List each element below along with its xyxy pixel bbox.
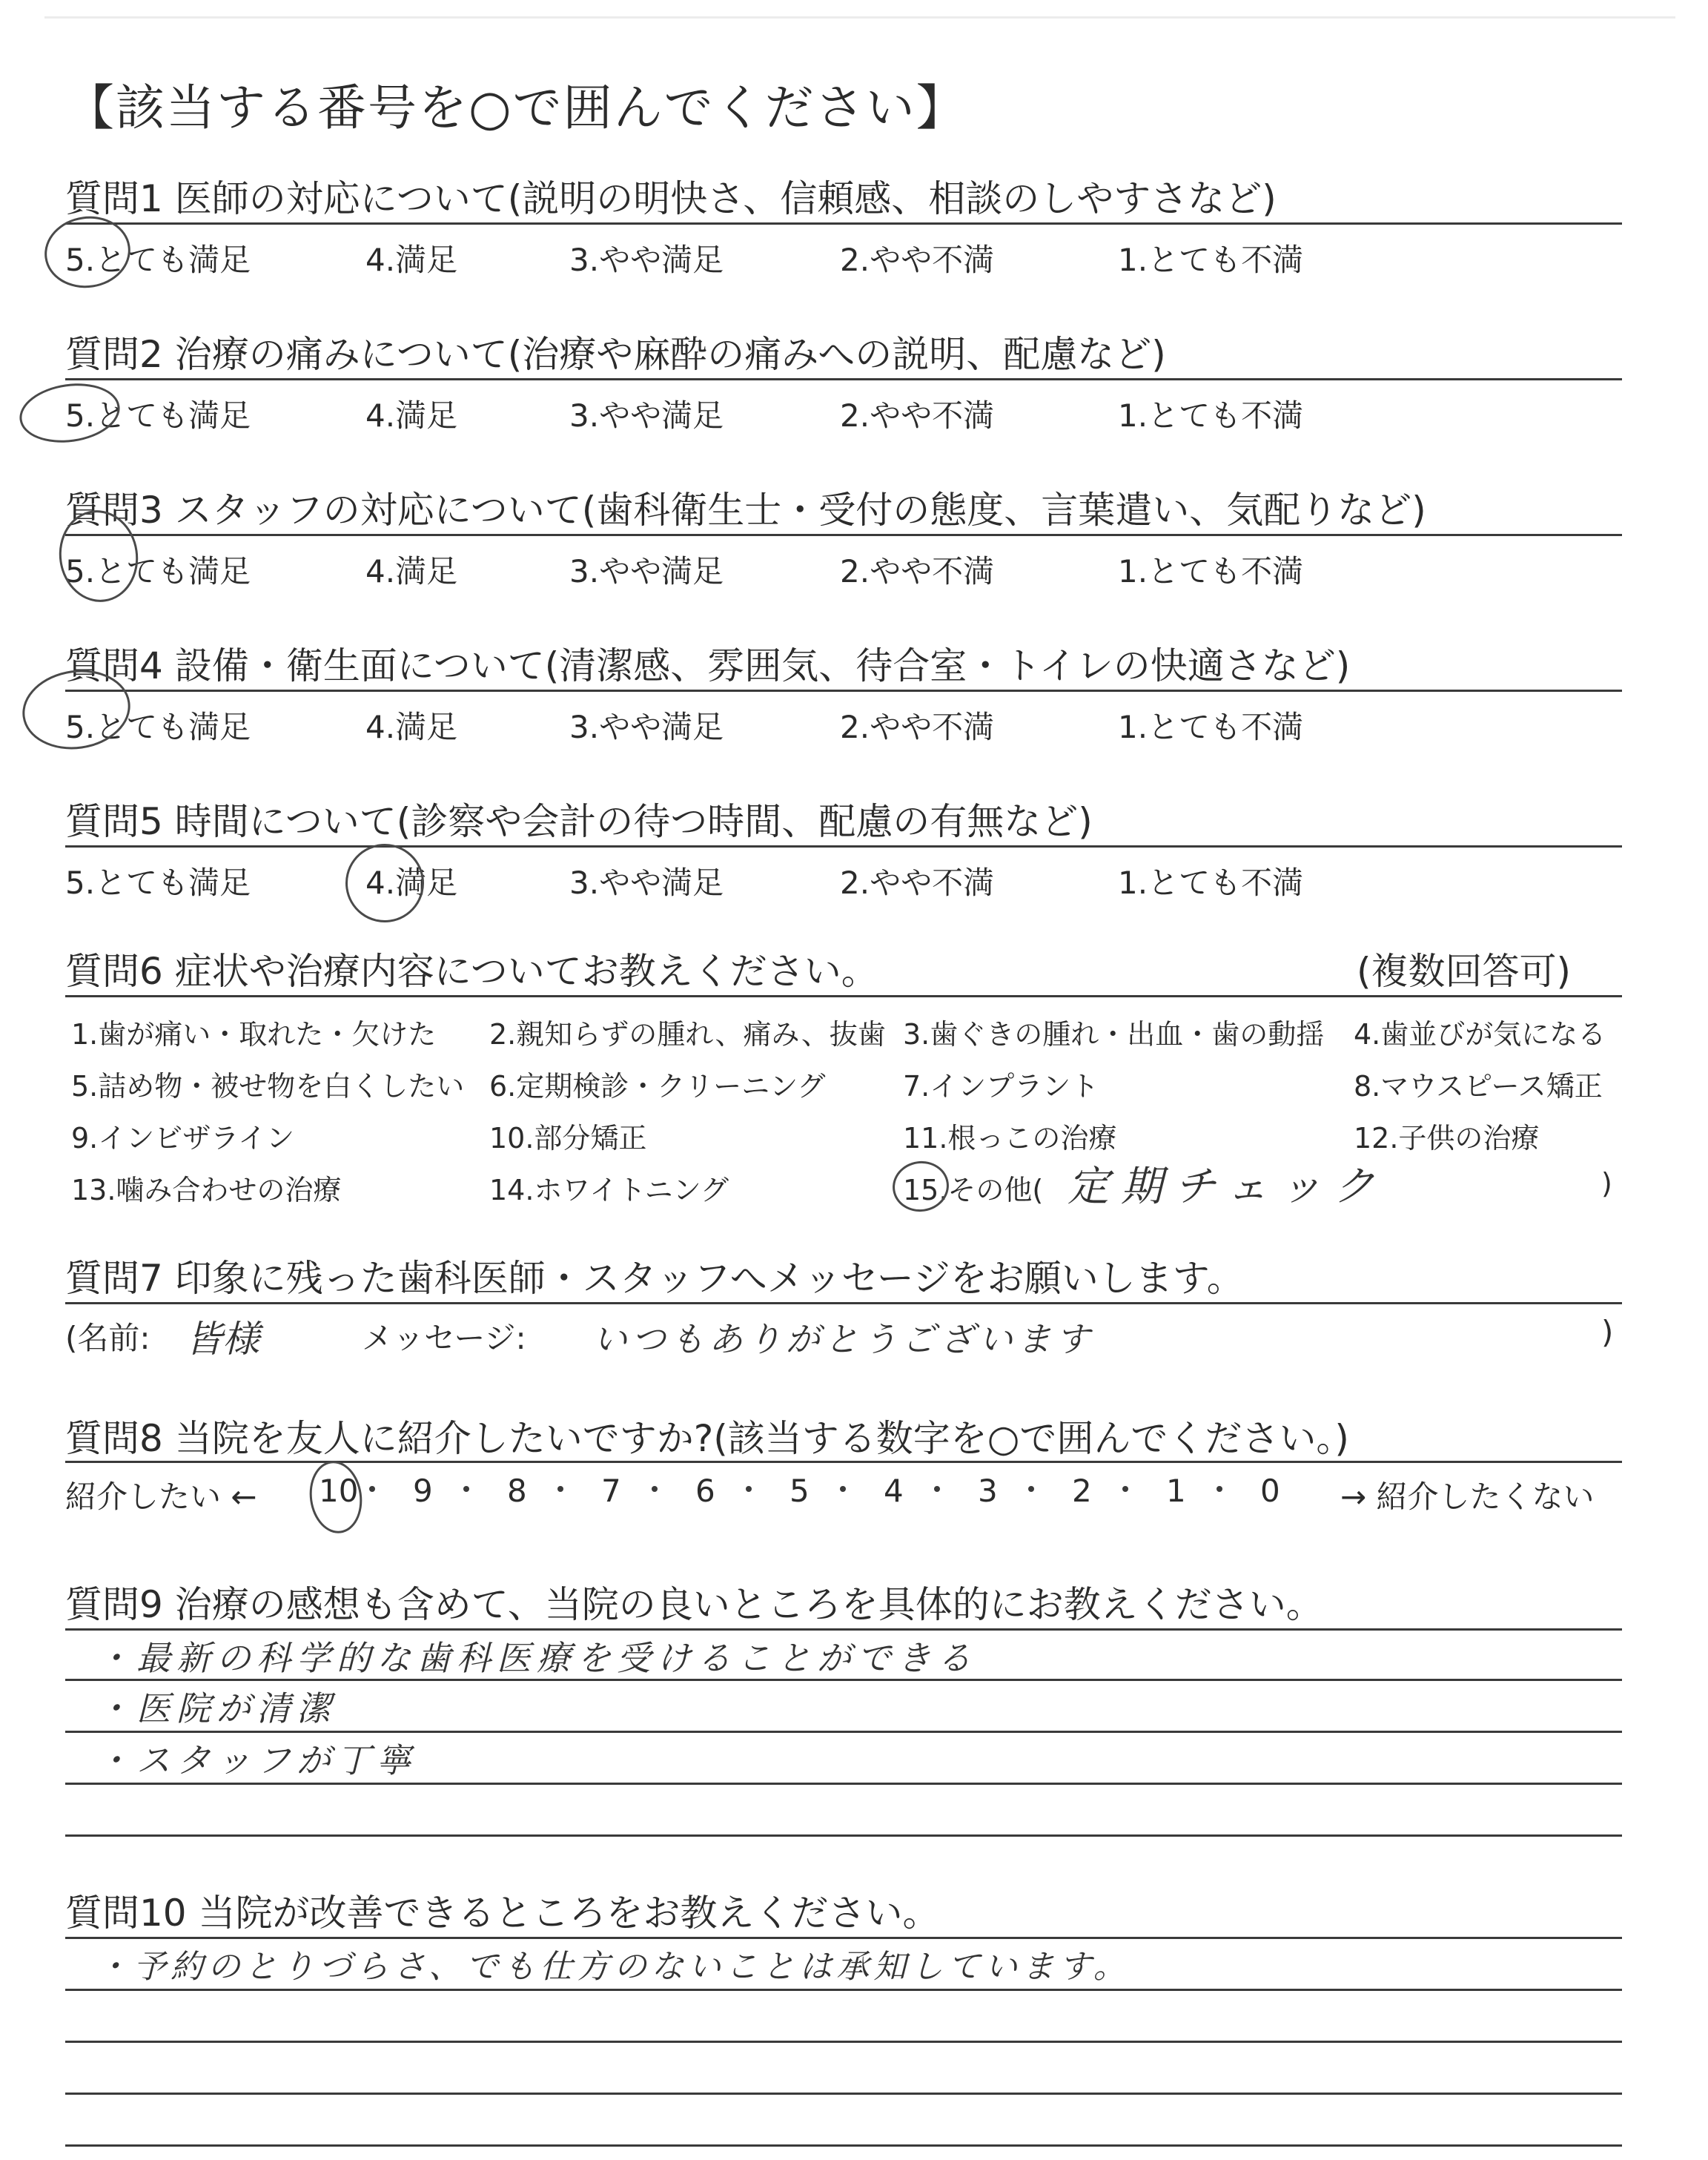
question-rule — [65, 845, 1622, 848]
answer-line — [65, 2041, 1622, 2043]
question-title: 質問1 医師の対応について(説明の明快さ、信頼感、相談のしやすさなど) — [65, 177, 1277, 220]
question-rule — [65, 690, 1622, 692]
not-recommend-label: → 紹介したくない — [1340, 1479, 1595, 1515]
scale-number-2[interactable]: 2 — [1072, 1473, 1092, 1509]
good-point-1: ・最新の科学的な歯科医療を受けることができる — [96, 1638, 977, 1678]
scale-number-9[interactable]: 9 — [413, 1473, 433, 1509]
q6-item-13[interactable]: 13.噛み合わせの治療 — [71, 1174, 342, 1206]
option-2[interactable]: 2.やや不満 — [840, 709, 995, 745]
option-3[interactable]: 3.やや満足 — [569, 397, 724, 434]
page-top-rule — [44, 16, 1675, 19]
option-5[interactable]: 5.とても満足 — [65, 865, 251, 901]
option-4[interactable]: 4.満足 — [365, 242, 458, 278]
option-5[interactable]: 5.とても満足 — [65, 242, 251, 278]
option-2[interactable]: 2.やや不満 — [840, 865, 995, 901]
message-handwriting: いつもありがとうございます — [593, 1319, 1094, 1359]
selection-circle — [16, 377, 124, 449]
question-9-title: 質問9 治療の感想も含めて、当院の良いところを具体的にお教えください。 — [65, 1583, 1323, 1626]
scale-separator-dot — [1217, 1486, 1222, 1492]
q6-item-1[interactable]: 1.歯が痛い・取れた・欠けた — [71, 1018, 437, 1051]
scale-number-5[interactable]: 5 — [790, 1473, 810, 1509]
q6-item-5[interactable]: 5.詰め物・被せ物を白くしたい — [71, 1070, 465, 1103]
option-1[interactable]: 1.とても不満 — [1118, 242, 1304, 278]
answer-line — [65, 1628, 1622, 1631]
scale-separator-dot — [652, 1486, 658, 1492]
q6-item-7[interactable]: 7.インプラント — [903, 1070, 1099, 1103]
recommend-label: 紹介したい ← — [65, 1479, 257, 1515]
q6-item-11[interactable]: 11.根っこの治療 — [903, 1122, 1117, 1155]
scale-number-10[interactable]: 10 — [319, 1473, 359, 1509]
scale-separator-dot — [369, 1486, 375, 1492]
question-10-title: 質問10 当院が改善できるところをお教えください。 — [65, 1892, 940, 1935]
good-point-3: ・スタッフが丁寧 — [96, 1740, 417, 1780]
question-5 — [65, 792, 1622, 962]
question-rule — [65, 222, 1622, 225]
q6-item-4[interactable]: 4.歯並びが気になる — [1354, 1018, 1606, 1051]
message-label: メッセージ: — [362, 1320, 526, 1356]
scale-separator-dot — [934, 1486, 940, 1492]
good-point-2: ・医院が清潔 — [96, 1688, 337, 1728]
q6-item-8[interactable]: 8.マウスピース矯正 — [1354, 1070, 1603, 1103]
option-5[interactable]: 5.とても満足 — [65, 397, 251, 434]
option-2[interactable]: 2.やや不満 — [840, 397, 995, 434]
option-1[interactable]: 1.とても不満 — [1118, 709, 1304, 745]
selection-circle — [305, 1458, 367, 1537]
scale-separator-dot — [1122, 1486, 1128, 1492]
answer-line — [65, 2093, 1622, 2095]
answer-line — [65, 2144, 1622, 2147]
q6-item-14[interactable]: 14.ホワイトニング — [489, 1174, 729, 1206]
option-3[interactable]: 3.やや満足 — [569, 709, 724, 745]
q6-item-2[interactable]: 2.親知らずの腫れ、痛み、抜歯 — [489, 1018, 886, 1051]
answer-line — [65, 1937, 1622, 1939]
option-4[interactable]: 4.満足 — [365, 553, 458, 589]
option-4[interactable]: 4.満足 — [365, 397, 458, 434]
scale-number-3[interactable]: 3 — [978, 1473, 998, 1509]
q6-item-12[interactable]: 12.子供の治療 — [1354, 1122, 1540, 1155]
option-4[interactable]: 4.満足 — [365, 709, 458, 745]
improvement-1: ・予約のとりづらさ、でも仕方のないことは承知しています。 — [96, 1948, 1131, 1986]
page-title: 【該当する番号を○で囲んでください】 — [65, 79, 967, 136]
question-title: 質問3 スタッフの対応について(歯科衛生士・受付の態度、言葉遣い、気配りなど) — [65, 489, 1426, 532]
q6-item-3[interactable]: 3.歯ぐきの腫れ・出血・歯の動揺 — [903, 1018, 1325, 1051]
scale-number-4[interactable]: 4 — [884, 1473, 904, 1509]
question-6-rule — [65, 995, 1622, 997]
question-6-title: 質問6 症状や治療内容についてお教えください。 — [65, 950, 878, 993]
question-title: 質問5 時間について(診察や会計の待つ時間、配慮の有無など) — [65, 800, 1093, 843]
option-5[interactable]: 5.とても満足 — [65, 553, 251, 589]
question-1 — [65, 169, 1622, 340]
q6-item-10[interactable]: 10.部分矯正 — [489, 1122, 647, 1155]
question-7-title: 質問7 印象に残った歯科医師・スタッフへメッセージをお願いします。 — [65, 1257, 1244, 1300]
scale-number-6[interactable]: 6 — [695, 1473, 715, 1509]
selection-circle — [340, 839, 429, 928]
question-8-title: 質問8 当院を友人に紹介したいですか?(該当する数字を○で囲んでください。) — [65, 1417, 1349, 1460]
answer-line — [65, 1834, 1622, 1837]
question-rule — [65, 378, 1622, 380]
option-1[interactable]: 1.とても不満 — [1118, 553, 1304, 589]
multiple-answer-note: (複数回答可) — [1357, 950, 1572, 993]
scale-number-0[interactable]: 0 — [1260, 1473, 1280, 1509]
answer-line — [65, 1731, 1622, 1733]
question-8-rule — [65, 1461, 1622, 1463]
scale-separator-dot — [463, 1486, 469, 1492]
option-5[interactable]: 5.とても満足 — [65, 709, 251, 745]
other-close-paren: ) — [1601, 1167, 1612, 1200]
scale-separator-dot — [746, 1486, 752, 1492]
option-2[interactable]: 2.やや不満 — [840, 553, 995, 589]
question-title: 質問2 治療の痛みについて(治療や麻酔の痛みへの説明、配慮など) — [65, 333, 1166, 376]
option-3[interactable]: 3.やや満足 — [569, 242, 724, 278]
other-answer-handwriting: 定期チェック — [1068, 1163, 1387, 1211]
scale-number-8[interactable]: 8 — [507, 1473, 527, 1509]
answer-line — [65, 1989, 1622, 1991]
scale-number-1[interactable]: 1 — [1166, 1473, 1186, 1509]
question-title: 質問4 設備・衛生面について(清潔感、雰囲気、待合室・トイレの快適さなど) — [65, 644, 1351, 687]
option-4[interactable]: 4.満足 — [365, 865, 458, 901]
question-4 — [65, 636, 1622, 807]
scale-separator-dot — [557, 1486, 563, 1492]
q6-item-9[interactable]: 9.インビザライン — [71, 1122, 295, 1155]
answer-line — [65, 1783, 1622, 1785]
question-7-rule — [65, 1302, 1622, 1304]
scale-number-7[interactable]: 7 — [601, 1473, 621, 1509]
question-2 — [65, 325, 1622, 495]
option-1[interactable]: 1.とても不満 — [1118, 865, 1304, 901]
option-1[interactable]: 1.とても不満 — [1118, 397, 1304, 434]
question-3 — [65, 480, 1622, 651]
scale-separator-dot — [1028, 1486, 1034, 1492]
name-label: (名前: — [65, 1320, 150, 1356]
scale-separator-dot — [840, 1486, 846, 1492]
option-3[interactable]: 3.やや満足 — [569, 865, 724, 901]
q6-item-6[interactable]: 6.定期検診・クリーニング — [489, 1070, 826, 1103]
question-rule — [65, 534, 1622, 536]
option-3[interactable]: 3.やや満足 — [569, 553, 724, 589]
option-2[interactable]: 2.やや不満 — [840, 242, 995, 278]
q6-item-15[interactable]: 15.その他( — [903, 1174, 1044, 1206]
message-close-paren: ) — [1601, 1314, 1614, 1350]
name-handwriting: 皆様 — [185, 1318, 259, 1361]
